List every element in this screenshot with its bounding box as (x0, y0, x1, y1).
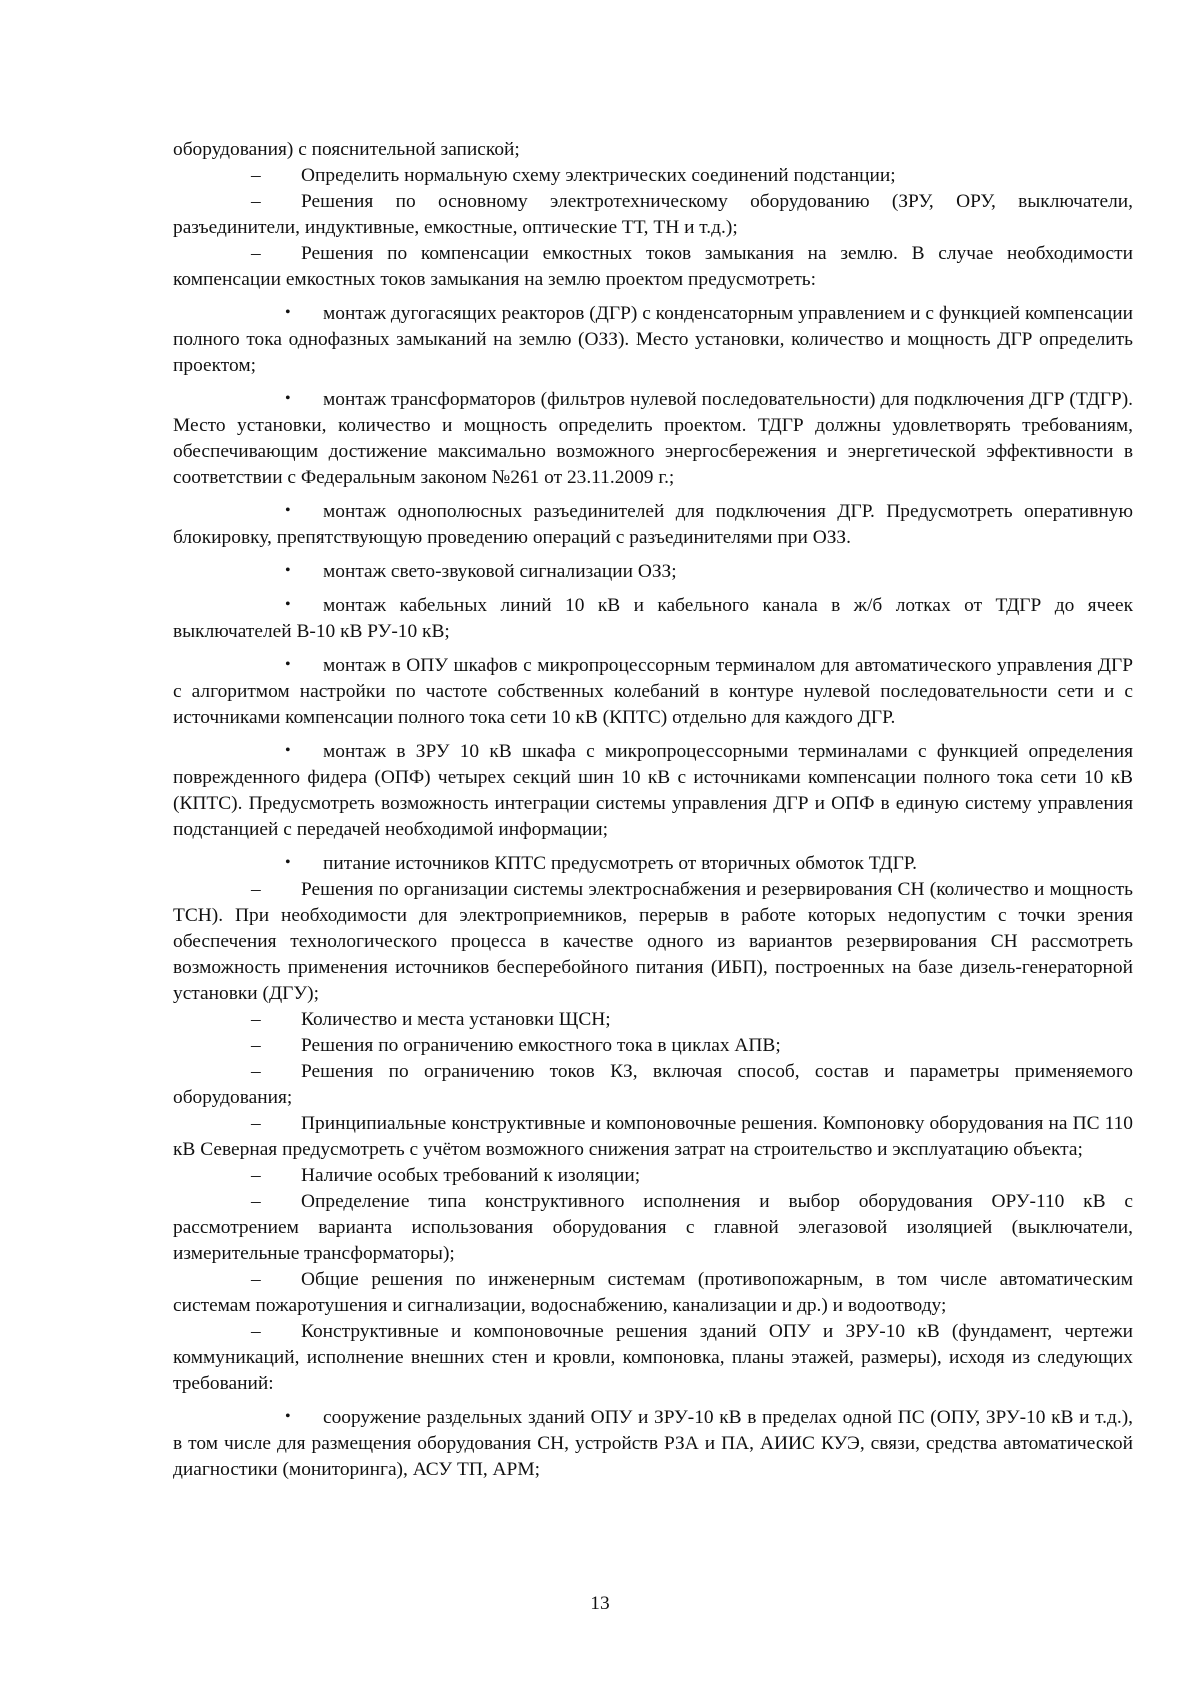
dash-marker: – (251, 243, 261, 264)
dash-item (173, 1163, 1133, 1189)
bullet-item (173, 850, 1133, 877)
dash-item (173, 163, 1133, 189)
paragraph-text: Количество и места установки ЩСН; (301, 1009, 611, 1030)
dash-item (173, 189, 1133, 241)
page-number: 13 (590, 1593, 610, 1614)
dash-marker: – (251, 1269, 261, 1290)
bullet-item (173, 1404, 1133, 1483)
dash-marker: – (251, 165, 261, 186)
paragraph-text: Решения по организации системы электроснабжения и резервирования СН (количество и мощность ТСН). При необходимости для электроприемников, перерыв в работе которых недопустим с точки зрения обеспечения технологического процесса в качестве одного из вариантов резервирования СН рассмотреть возможность применения источников бесперебойного питания (ИБП), построенных на базе дизель-генераторной установки (ДГУ); (173, 879, 1133, 1004)
bullet-marker: • (285, 390, 291, 407)
dash-item (173, 1267, 1133, 1319)
paragraph-text: оборудования) с пояснительной запиской; (173, 139, 520, 160)
dash-marker: – (251, 1009, 261, 1030)
paragraph-text: Решения по ограничению токов КЗ, включая способ, состав и параметры применяемого оборудования; (173, 1061, 1133, 1108)
dash-item (173, 1111, 1133, 1163)
bullet-marker: • (285, 502, 291, 519)
paragraph-text: монтаж кабельных линий 10 кВ и кабельного канала в ж/б лотках от ТДГР до ячеек выключателей В-10 кВ РУ-10 кВ; (173, 595, 1133, 642)
bullet-item (173, 738, 1133, 843)
bullet-marker: • (285, 1408, 291, 1425)
dash-marker: – (251, 1321, 261, 1342)
paragraph-text: Решения по ограничению емкостного тока в циклах АПВ; (301, 1035, 781, 1056)
paragraph-text: Общие решения по инженерным системам (противопожарным, в том числе автоматическим системам пожаротушения и сигнализации, водоснабжению, канализации и др.) и водоотводу; (173, 1269, 1133, 1316)
dash-item (173, 1189, 1133, 1267)
dash-marker: – (251, 1165, 261, 1186)
paragraph-text: Решения по компенсации емкостных токов замыкания на землю. В случае необходимости компенсации емкостных токов замыкания на землю проектом предусмотреть: (173, 243, 1133, 290)
document-page (173, 137, 1133, 1483)
dash-marker: – (251, 191, 261, 212)
dash-marker: – (251, 1191, 261, 1212)
paragraph-text: монтаж свето-звуковой сигнализации ОЗЗ; (323, 561, 677, 582)
paragraph-text: монтаж в ОПУ шкафов с микропроцессорным терминалом для автоматического управления ДГР с алгоритмом настройки по частоте собственных колебаний в контуре нулевой последовательности сети и с источниками компенсации полного тока сети 10 кВ (КПТС) отдельно для каждого ДГР. (173, 655, 1133, 728)
paragraph-text: Определение типа конструктивного исполнения и выбор оборудования ОРУ-110 кВ с рассмотрением варианта использования оборудования с главной элегазовой изоляцией (выключатели, измерительные трансформаторы); (173, 1191, 1133, 1264)
paragraph-text: монтаж дугогасящих реакторов (ДГР) с конденсаторным управлением и с функцией компенсации полного тока однофазных замыканий на землю (ОЗЗ). Место установки, количество и мощность ДГР определить проектом; (173, 303, 1133, 376)
paragraph (173, 137, 1133, 163)
bullet-marker: • (285, 656, 291, 673)
paragraph-text: Решения по основному электротехническому оборудованию (ЗРУ, ОРУ, выключатели, разъединители, индуктивные, емкостные, оптические ТТ, ТН и т.д.); (173, 191, 1133, 238)
bullet-item (173, 652, 1133, 731)
dash-item (173, 1059, 1133, 1111)
dash-marker: – (251, 879, 261, 900)
bullet-marker: • (285, 596, 291, 613)
paragraph-text: Наличие особых требований к изоляции; (301, 1165, 641, 1186)
bullet-item (173, 498, 1133, 551)
dash-marker: – (251, 1061, 261, 1082)
paragraph-text: монтаж однополюсных разъединителей для подключения ДГР. Предусмотреть оперативную блокировку, препятствующую проведению операций с разъединителями при ОЗЗ. (173, 501, 1133, 548)
bullet-item (173, 386, 1133, 491)
bullet-marker: • (285, 742, 291, 759)
bullet-item (173, 300, 1133, 379)
bullet-marker: • (285, 562, 291, 579)
paragraph-text: монтаж в ЗРУ 10 кВ шкафа с микропроцессорными терминалами с функцией определения поврежденного фидера (ОПФ) четырех секций шин 10 кВ с источниками компенсации полного тока сети 10 кВ (КПТС). Предусмотреть возможность интеграции системы управления ДГР и ОПФ в единую систему управления подстанцией с передачей необходимой информации; (173, 741, 1133, 840)
paragraph-text: монтаж трансформаторов (фильтров нулевой последовательности) для подключения ДГР (ТДГР). Место установки, количество и мощность определить проектом. ТДГР должны удовлетворять требованиям, обеспечивающим достижение максимально возможного энергосбережения и энергетической эффективности в соответствии с Федеральным законом №261 от 23.11.2009 г.; (173, 389, 1133, 488)
paragraph-text: сооружение раздельных зданий ОПУ и ЗРУ-10 кВ в пределах одной ПС (ОПУ, ЗРУ-10 кВ и т.д.), в том числе для размещения оборудования СН, устройств РЗА и ПА, АИИС КУЭ, связи, средства автоматической диагностики (мониторинга), АСУ ТП, АРМ; (173, 1407, 1133, 1480)
paragraph-text: Конструктивные и компоновочные решения зданий ОПУ и ЗРУ-10 кВ (фундамент, чертежи коммуникаций, исполнение внешних стен и кровли, компоновка, планы этажей, размеры), исходя из следующих требований: (173, 1321, 1133, 1394)
bullet-marker: • (285, 304, 291, 321)
bullet-item (173, 592, 1133, 645)
dash-item (173, 877, 1133, 1007)
bullet-marker: • (285, 854, 291, 871)
dash-item (173, 1319, 1133, 1397)
paragraph-text: Принципиальные конструктивные и компоновочные решения. Компоновку оборудования на ПС 110 кВ Северная предусмотреть с учётом возможного снижения затрат на строительство и эксплуатацию объекта; (173, 1113, 1133, 1160)
dash-item (173, 1033, 1133, 1059)
dash-marker: – (251, 1113, 261, 1134)
bullet-item (173, 558, 1133, 585)
paragraph-text: питание источников КПТС предусмотреть от вторичных обмоток ТДГР. (323, 853, 918, 874)
dash-item (173, 1007, 1133, 1033)
dash-marker: – (251, 1035, 261, 1056)
dash-item (173, 241, 1133, 293)
paragraph-text: Определить нормальную схему электрических соединений подстанции; (301, 165, 896, 186)
